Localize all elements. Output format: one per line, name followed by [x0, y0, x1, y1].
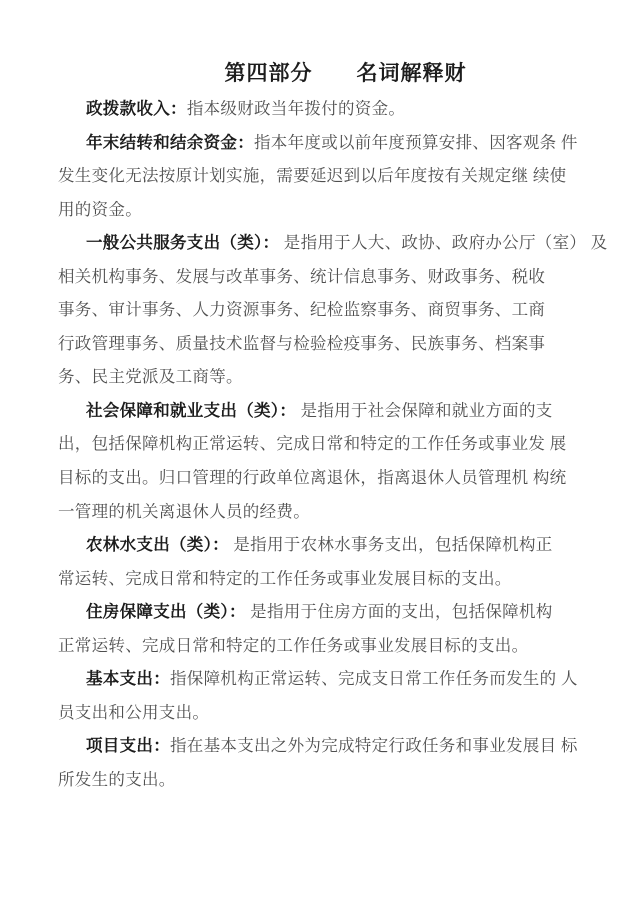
line-text: 所发生的支出。 [58, 769, 176, 789]
line-text: 务、民主党派及工商等。 [58, 367, 243, 387]
text-line [58, 327, 628, 361]
line-text: 用的资金。 [58, 199, 142, 219]
text-line [58, 193, 628, 227]
line-text: 指本年度或以前年度预算安排、因客观条 件 [254, 132, 578, 152]
text-line [58, 394, 628, 428]
text-line [58, 226, 628, 260]
term-label: 年末结转和结余资金： [86, 132, 254, 152]
text-line [58, 92, 628, 126]
text-line [58, 662, 628, 696]
text-line [58, 159, 628, 193]
line-text: 目标的支出。归口管理的行政单位离退休，指离退休人员管理机 构统 [58, 468, 567, 488]
line-text: 是指用于农林水事务支出，包括保障机构正 [228, 535, 553, 555]
line-text: 是指用于住房方面的支出，包括保障机构 [245, 602, 553, 622]
text-line [58, 595, 628, 629]
term-label: 住房保障支出（类）： [86, 602, 246, 622]
line-text: 相关机构事务、发展与改革事务、统计信息事务、财政事务、税收 [58, 266, 546, 286]
line-text: 指本级财政当年拨付的资金。 [186, 99, 406, 118]
term-label: 政拨款收入： [86, 99, 187, 118]
line-text: 是指用于社会保障和就业方面的支 [296, 400, 553, 420]
line-text: 行政管理事务、质量技术监督与检验检疫事务、民族事务、档案事 [58, 333, 546, 353]
line-text: 指在基本支出之外为完成特定行政任务和事业发展目 标 [170, 736, 578, 756]
text-line [58, 562, 628, 596]
line-text: 正常运转、完成日常和特定的工作任务或事业发展目标的支出。 [58, 635, 529, 655]
line-text: 出，包括保障机构正常运转、完成日常和特定的工作任务或事业发 展 [58, 434, 567, 454]
line-text: 发生变化无法按原计划实施，需要延迟到以后年度按有关规定继 续使 [58, 166, 567, 186]
term-label: 农林水支出（类）： [86, 535, 229, 555]
line-text: 是指用于人大、政协、政府办公厅（室） 及 [279, 233, 608, 253]
term-label: 一般公共服务支出（类）： [86, 233, 280, 253]
term-label: 项目支出： [86, 736, 170, 756]
line-text: 一管理的机关离退休人员的经费。 [58, 501, 310, 521]
line-text: 员支出和公用支出。 [58, 702, 210, 722]
line-text: 常运转、完成日常和特定的工作任务或事业发展目标的支出。 [58, 568, 512, 588]
text-line [58, 461, 628, 495]
text-line [58, 729, 628, 763]
text-line [58, 260, 628, 294]
text-line [58, 126, 628, 160]
term-label: 基本支出： [86, 669, 170, 689]
text-line [58, 495, 628, 529]
line-text: 指保障机构正常运转、完成支日常工作任务而发生的 人 [170, 669, 578, 689]
text-line [58, 427, 628, 461]
text-line [58, 528, 628, 562]
text-line [58, 293, 628, 327]
text-line [58, 696, 628, 730]
term-label: 社会保障和就业支出（类）： [86, 400, 297, 420]
line-text: 事务、审计事务、人力资源事务、纪检监察事务、商贸事务、工商 [58, 300, 546, 320]
page-title: 第四部分 名词解释财 [224, 61, 467, 85]
text-line [58, 629, 628, 663]
text-line [58, 763, 628, 797]
text-line [58, 360, 628, 394]
document-body [58, 92, 628, 796]
